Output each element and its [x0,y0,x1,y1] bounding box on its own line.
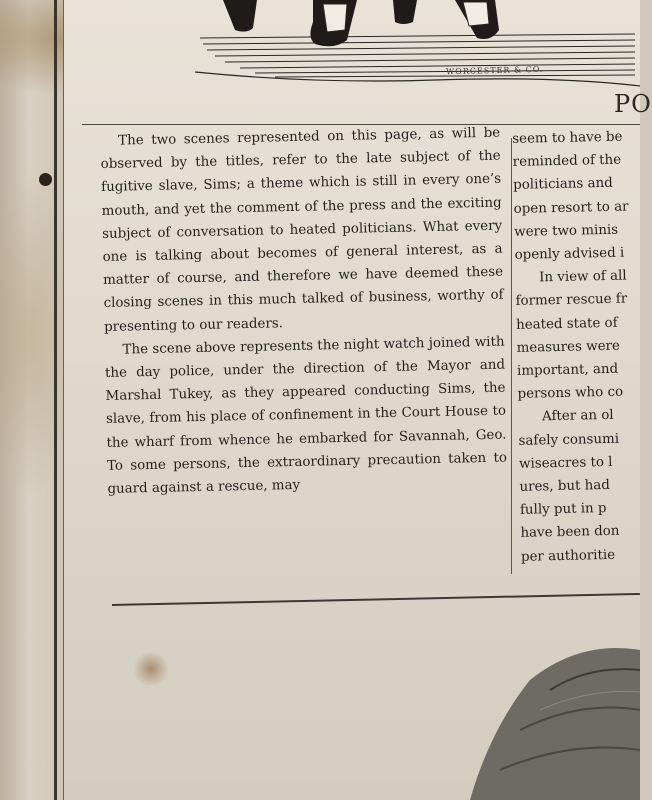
article-paragraph-2: The scene above represents the night watch joined with the day police, under the direction of the Mayor and Marshal Tukey, as they appeared conducting Sims, the slave, from his place of confinement in the Court House to the wharf from whence he embarked for Savannah, Geo. To some persons, the extraordinary precaution taken to guard against a rescue, may [104,334,508,497]
right-column-line: seem to have be [512,129,623,147]
right-column-line: In view of all [538,268,627,286]
right-column-line: per authoritie [520,547,616,565]
article-paragraph-1: The two scenes represented on this page, as will be observed by the titles, refer to the late subject of the fugitive slave, Sims; a theme which is still in every one’s mouth, and yet the comment of the press and the exciting subject of conversation to heated politicians. What every one is talking about becomes of general interest, as a matter of course, and therefore we have deemed these closing scenes in this much talked of business, worthy of presenting to our readers. [100,125,504,335]
article-right-column [508,125,649,569]
right-column-line: safely consumi [518,431,620,449]
right-column-line: measures were [516,338,621,356]
binding-hole [39,173,52,186]
masthead-title-fragment: PO [614,90,652,118]
article-left-column [100,122,508,502]
page-spine-line [54,0,57,800]
right-column-line: ures, but had [519,477,611,495]
right-column-line: fully put in p [519,501,607,519]
right-column-line: openly advised i [514,245,625,263]
right-column-line: persons who co [517,384,624,403]
right-column-line: politicians and [513,176,613,194]
right-column-line: heated state of [515,315,618,333]
right-column-line: important, and [516,361,619,379]
right-column-line: reminded of the [512,152,622,171]
ink-spot [132,652,170,686]
right-column-line: have been don [520,524,620,542]
engraving-illustration-top [195,0,640,90]
right-column-line: wiseacres to l [518,454,613,472]
right-column-line: former rescue fr [515,291,628,310]
right-column-line: After an ol [541,408,614,425]
right-column-line: were two minis [514,222,619,240]
engraver-credit: WORCESTER & CO. [445,64,544,77]
engraving-illustration-bottom [470,640,640,800]
right-column-line: open resort to ar [513,199,629,217]
